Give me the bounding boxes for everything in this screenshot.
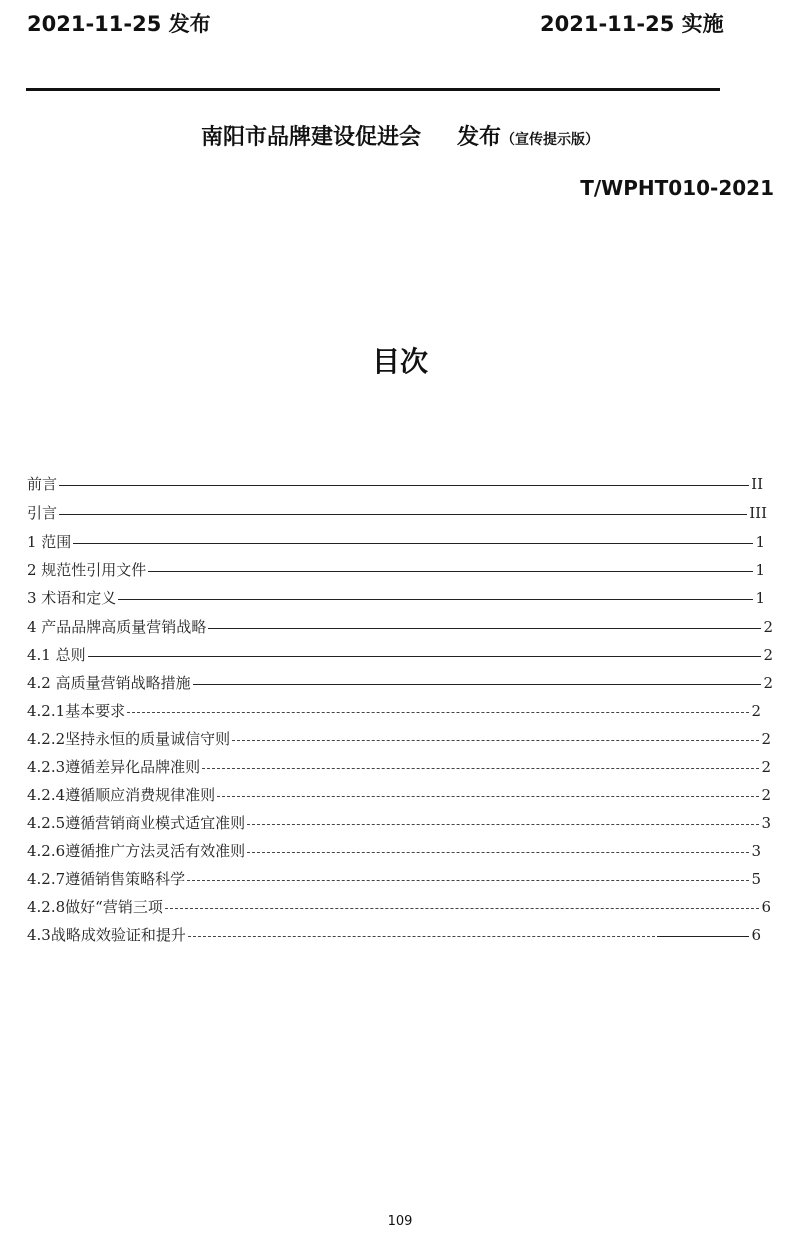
toc-entry[interactable] [27,729,771,749]
toc-entry-page: 6 [751,926,761,944]
toc-entry[interactable] [27,785,771,805]
toc-leader [59,485,749,486]
toc-leader [165,908,760,909]
toc-entry-page: 1 [755,561,765,579]
toc-entry-page: 1 [755,589,765,607]
toc-leader [217,796,759,797]
toc-entry-page: III [749,504,767,522]
toc-entry-label: 前言 [27,475,58,493]
header-rule [26,88,720,91]
toc-entry[interactable] [27,813,771,833]
toc-leader [193,684,762,685]
toc-entry-page: 2 [761,758,771,776]
toc-entry[interactable] [27,701,761,721]
toc-entry-page: 3 [761,814,771,832]
toc-entry[interactable] [27,757,771,777]
toc-entry-page: 2 [763,674,773,692]
toc-leader [118,599,753,600]
toc-entry-page: 2 [761,786,771,804]
toc-entry-page: 2 [761,730,771,748]
toc-leader [59,514,747,515]
toc-entry[interactable] [27,560,765,580]
toc-leader [247,824,759,825]
release-label: 发布 [457,125,502,150]
toc-entry-label: 4.2 高质量营销战略措施 [27,674,191,692]
toc-entry-page: 3 [751,842,761,860]
toc-heading: 目次 [371,345,428,378]
issuer-line [0,120,800,151]
toc-entry-page: II [751,475,763,493]
toc-entry[interactable] [27,645,773,665]
toc-leader [127,712,749,713]
implement-date: 2021-11-25 实施 [540,12,724,36]
toc-entry-label: 1 范围 [27,533,72,551]
toc-entry-label: 4.2.3遵循差异化品牌准则 [27,758,201,776]
page-number: 109 [387,1214,413,1229]
toc-entry[interactable] [27,532,765,552]
toc-entry-label: 4.3战略成效验证和提升 [27,926,186,944]
toc-entry-label: 4.2.4遵循顺应消费规律准则 [27,786,216,804]
toc-entry-label: 4.1 总则 [27,646,86,664]
standard-code: T/WPHT010-2021 [580,176,774,200]
toc-entry-label: 3 术语和定义 [27,589,117,607]
toc-entry-label: 4.2.1基本要求 [27,702,126,720]
toc-entry-label: 引言 [27,504,58,522]
toc-leader [88,656,762,657]
toc-leader [232,740,759,741]
toc-entry-page: 2 [751,702,761,720]
toc-entry[interactable] [27,474,763,494]
toc-entry[interactable] [27,925,761,945]
toc-leader [187,880,749,881]
toc-entry-label: 4.2.2坚持永恒的质量诚信守则 [27,730,231,748]
toc-leader [148,571,753,572]
toc-entry[interactable] [27,588,765,608]
toc-entry[interactable] [27,617,773,637]
toc-entry-page: 5 [751,870,761,888]
toc-entry-label: 4.2.7遵循销售策略科学 [27,870,186,888]
edition-label: （宣传提示版） [501,132,600,148]
toc-leader [247,852,749,853]
toc-entry[interactable] [27,897,771,917]
toc-entry-page: 1 [755,533,765,551]
toc-leader [73,543,753,544]
toc-entry-page: 6 [761,898,771,916]
toc-leader [202,768,759,769]
toc-entry-label: 4.2.6遵循推广方法灵活有效准则 [27,842,246,860]
issuer-name: 南阳市品牌建设促进会 [200,125,421,150]
toc-entry-label: 4.2.5遵循营销商业模式适宜准则 [27,814,246,832]
toc-entry-page: 2 [763,618,773,636]
toc-leader [208,628,761,629]
toc-entry-label: 4.2.8做好“营销三项 [27,898,163,916]
toc-leader [188,936,656,937]
toc-entry[interactable] [27,869,761,889]
toc-entry[interactable] [27,841,761,861]
toc-entry[interactable] [27,673,773,693]
toc-entry-label: 4 产品品牌高质量营销战略 [27,618,207,636]
toc-entry-label: 2 规范性引用文件 [27,561,147,579]
publish-date: 2021-11-25 发布 [27,12,211,36]
toc-entry[interactable] [27,503,767,523]
toc-leader-solid [657,936,749,937]
toc-entry-page: 2 [763,646,773,664]
